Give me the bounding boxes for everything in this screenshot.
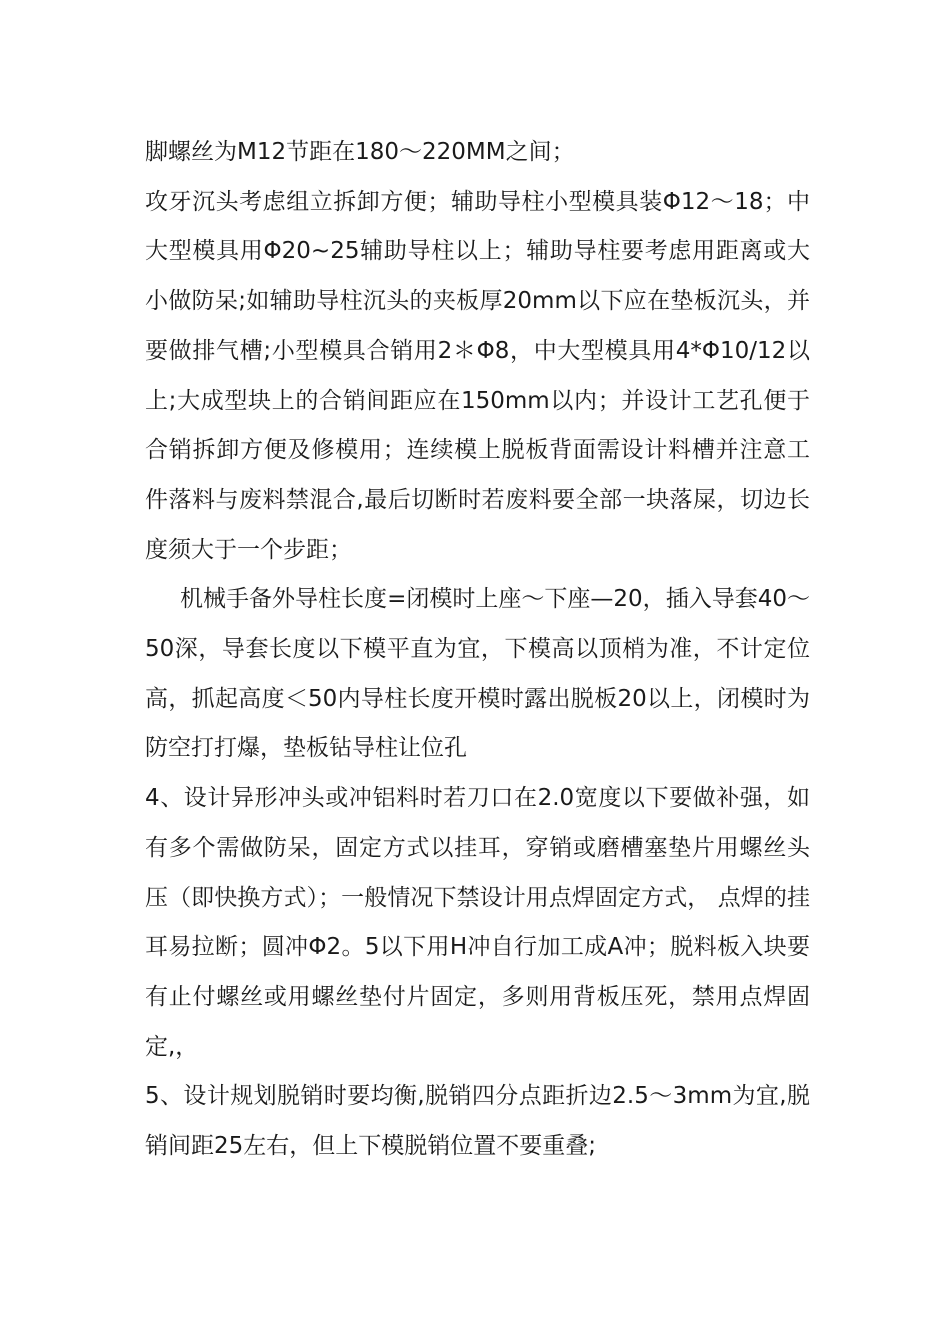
paragraph-2: 攻牙沉头考虑组立拆卸方便；辅助导柱小型模具装Φ12～18；中大型模具用Φ20~25辅助导柱以上；辅助导柱要考虑用距离或大小做防呆;如辅助导柱沉头的夹板厚20mm以下应在垫板沉头，并要做排气槽;小型模具合销用2＊Φ8，中大型模具用4*Φ10/12以上;大成型块上的合销间距应在150mm以内；并设计工艺孔便于合销拆卸方便及修模用；连续模上脱板背面需设计料槽并注意工件落料与废料禁混合,最后切断时若废料要全部一块落屎，切边长度须大于一个步距； — [145, 188, 810, 563]
document-page — [145, 128, 810, 1172]
paragraph-5: 5、设计规划脱销时要均衡,脱销四分点距折边2.5～3mm为宜,脱销间距25左右，但上下模脱销位置不要重叠; — [145, 1083, 810, 1160]
paragraph-1: 脚螺丝为M12节距在180～220MM之间； — [145, 139, 575, 165]
paragraph-4: 4、设计异形冲头或冲铝料时若刀口在2.0宽度以下要做补强，如有多个需做防呆，固定方式以挂耳，穿销或磨槽塞垫片用螺丝头压（即快换方式）；一般情况下禁设计用点焊固定方式， 点焊的挂耳易拉断；圆冲Φ2。5以下用H冲自行加工成A冲；脱料板入块要有止付螺丝或用螺丝垫付片固定，多则用背板压死，禁用点焊固定,， — [145, 785, 810, 1060]
paragraph-3: 机械手备外导柱长度=闭模时上座～下座—20，插入导套40～50深，导套长度以下模平直为宜，下模高以顶梢为准，不计定位高，抓起高度＜50内导柱长度开模时露出脱板20以上，闭模时为防空打打爆，垫板钻导柱让位孔 — [145, 586, 810, 762]
